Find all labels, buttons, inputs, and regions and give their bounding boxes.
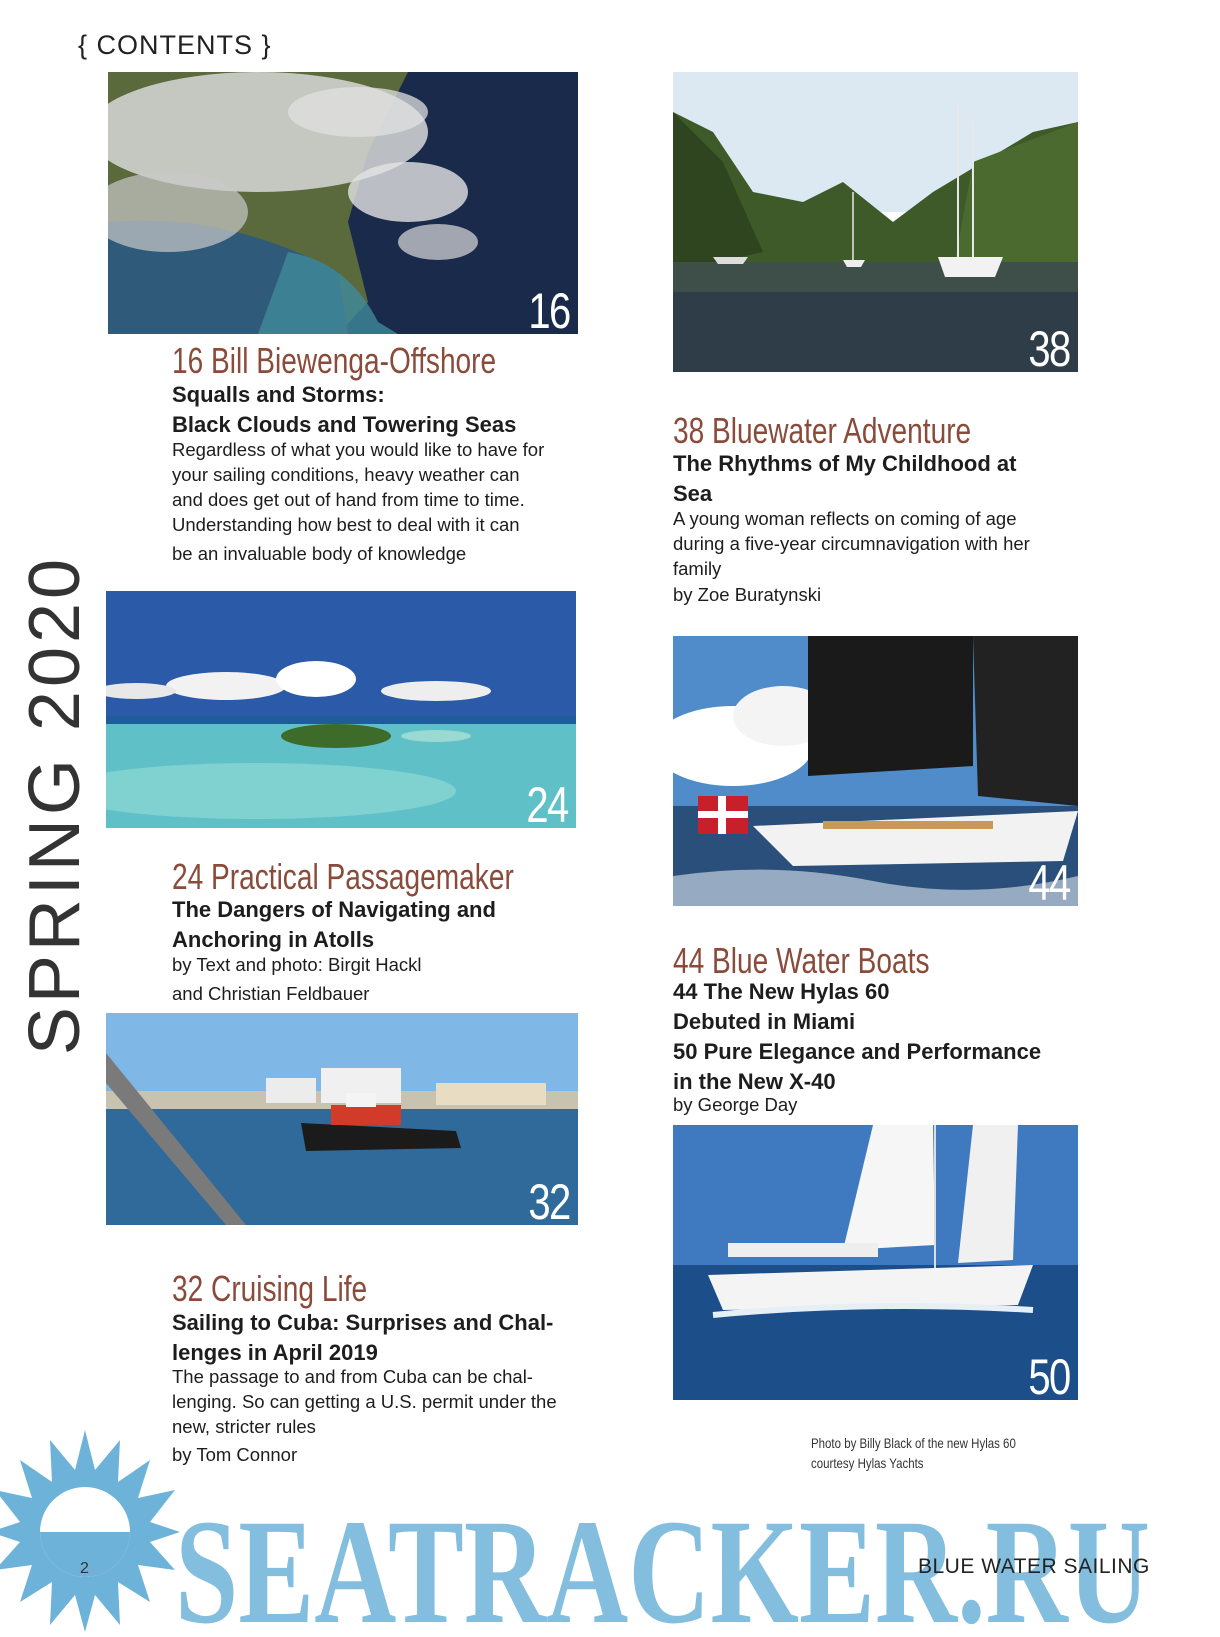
section-title-bluewater-adventure[interactable]: 38 Bluewater Adventure — [673, 410, 972, 451]
article-headline[interactable]: 44 The New Hylas 60 Debuted in Miami 50 Pure Elegance and Performance in the New X-40 — [673, 979, 1042, 1094]
article-headline[interactable]: Sailing to Cuba: Surprises and Chal- lenges in April 2019 — [172, 1310, 554, 1365]
havana-harbor-photo[interactable] — [106, 1013, 578, 1225]
page-number: 2 — [80, 1560, 89, 1577]
page-number-overlay: 38 — [1028, 321, 1070, 372]
page-number-overlay: 50 — [1028, 1349, 1070, 1400]
page-number-overlay: 44 — [1028, 855, 1070, 906]
article-description: Regardless of what you would like to have for your sailing conditions, heavy weather can and does get out of hand from time to time. Understanding how best to deal with it can be an invaluable body of knowledge — [172, 439, 545, 564]
watermark-text: SEATRACKER.RU — [175, 1489, 1150, 1632]
photo-caption: Photo by Billy Black of the new Hylas 60 courtesy Hylas Yachts — [811, 1435, 1016, 1471]
article-byline: by Text and photo: Birgit Hackl and Christian Feldbauer — [172, 954, 422, 1004]
sun-burst-icon — [0, 1430, 180, 1632]
page-number-overlay: 24 — [526, 777, 568, 828]
article-byline: by George Day — [673, 1094, 798, 1115]
section-title-cruising-life[interactable]: 32 Cruising Life — [172, 1268, 368, 1309]
section-title-blue-water-boats[interactable]: 44 Blue Water Boats — [673, 940, 930, 981]
watermark — [0, 1430, 1220, 1632]
contents-label: { CONTENTS } — [78, 30, 272, 60]
article-byline: by Tom Connor — [172, 1444, 298, 1465]
article-headline[interactable]: The Rhythms of My Childhood at Sea — [673, 451, 1017, 506]
page-number-overlay: 32 — [528, 1174, 570, 1225]
hylas60-sailing-photo[interactable] — [673, 1125, 1078, 1400]
season-text: SPRING 2020 — [15, 554, 95, 1056]
article-description: A young woman reflects on coming of age during a five-year circumnavigation with her family — [673, 508, 1030, 579]
article-byline: by Zoe Buratynski — [673, 584, 822, 605]
anchorage-bay-photo[interactable] — [673, 72, 1078, 372]
magazine-name: BLUE WATER SAILING — [918, 1555, 1150, 1578]
article-description: The passage to and from Cuba can be chal- lenging. So can getting a U.S. permit under the new, stricter rules — [172, 1366, 557, 1437]
season-vertical-label — [10, 540, 100, 1070]
article-headline[interactable]: Squalls and Storms: Black Clouds and Towering Seas — [172, 382, 517, 437]
page-number-overlay: 16 — [528, 283, 570, 334]
x40-sailing-photo[interactable] — [673, 636, 1078, 906]
section-title-offshore[interactable]: 16 Bill Biewenga-Offshore — [172, 340, 497, 381]
atoll-lagoon-photo[interactable] — [106, 591, 576, 828]
section-title-passagemaker[interactable]: 24 Practical Passagemaker — [172, 856, 514, 897]
article-headline[interactable]: The Dangers of Navigating and Anchoring in Atolls — [172, 897, 496, 952]
satellite-weather-photo[interactable] — [108, 72, 578, 334]
